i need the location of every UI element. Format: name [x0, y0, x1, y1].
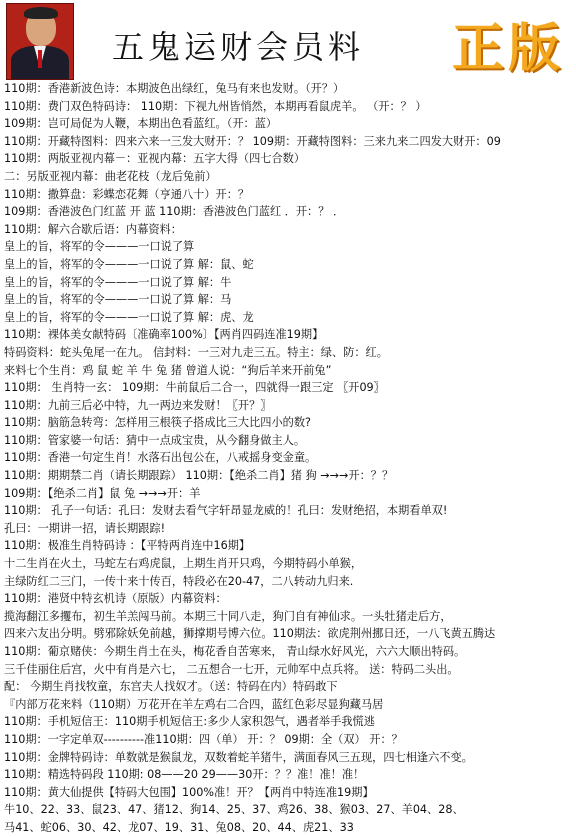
text-line: 110期：解六合歇后语：内幕资料：	[4, 222, 182, 236]
text-line: 皇上的旨，将军的令———一口说了算 解：牛	[4, 275, 232, 289]
text-line: 110期：手机短信王：110期手机短信王:多少人家积怨气，遇者举手我慌逃	[4, 715, 375, 729]
text-line: 来料七个生肖：鸡 鼠 蛇 羊 牛 兔 猪 曾道人说：“狗后羊来开前兔”	[4, 363, 332, 377]
text-line: 孔曰：一期讲一招，请长期跟踪!	[4, 521, 166, 535]
content	[4, 80, 572, 837]
text-line: 110期：黄大仙提供【特码大包围】100%准！开？【两肖中特连准19期】	[4, 785, 374, 799]
text-line: 马41、蛇06、30、42、龙07、19、31、兔08、20、44、虎21、33	[4, 820, 354, 834]
text-line: 110期：葡京赌侠：今期生肖土在头，梅花香自苦寒来， 青山绿水好风光，六六大顺出特码。	[4, 645, 466, 658]
text-line: 110期：香港新波色诗：本期波色出绿红，兔马有来也发财。（开？）	[4, 82, 345, 95]
text-line: 三千佳丽住后宫，火中有肖是六七， 二五想合一七开，元帅军中点兵将。 送：特码二头出。	[4, 662, 459, 676]
text-line: 110期：费门双色特码诗： 110期：下视九州皆悄然，本期再看鼠虎羊。 （开：？ ）	[4, 99, 427, 113]
text-line: 110期：裸体美女献特码〔准确率100%〕【两肖四码连准19期】	[4, 328, 324, 342]
text-line: 110期：香港一句定生肖！水落石出包公在，八戒摇身变金童。	[4, 451, 317, 465]
page-title: 五鬼运财会员料	[112, 28, 365, 66]
text-line: 四来六友出分明。劈邪除妖免前越，狮撑期号博六位。110期法：欲虎荆州挪日还，一八飞黄五腾达	[4, 627, 496, 641]
text-line: 110期：金牌特码诗：单数就是猴鼠龙，双数着蛇羊猪牛，满面春风三五现，四七相逢六不变。	[4, 750, 473, 764]
official-stamp-logo: 正版	[452, 19, 565, 79]
text-line: 110期： 孔子一句话：孔曰：发财去看气字轩昂显龙威的！孔曰：发财绝招，本期看单双!	[4, 504, 448, 518]
text-line: 皇上的旨，将军的令———一口说了算 解：鼠、蛇	[4, 257, 254, 271]
text-line: 110期：极准生肖特码诗 ：【平特两肖连中16期】	[4, 539, 251, 553]
text-line: 109期：岂可局促为人鞭，本期出色看蓝红。（开：蓝）	[4, 117, 278, 131]
text-line: 110期：脑筋急转弯：怎样用三根筷子搭成比三大比四小的数?	[4, 416, 311, 430]
text-line: 二：另版亚视内幕：曲老花枝（龙后兔前）	[4, 169, 217, 183]
text-line: 皇上的旨，将军的令———一口说了算 解：马	[4, 293, 232, 307]
text-line: 110期：九前三后必中特，九一两边来发财！〖开？〗	[4, 398, 272, 412]
text-line: 『内部万花来料（110期）万花开在羊左鸡右二合四，蓝红色彩尽显狗藏马居	[4, 697, 384, 711]
text-line: 特码资料：蛇头兔尾一在九。 信封料：一三对九走三五。特主：绿、防：红。	[4, 345, 388, 359]
portrait-image	[6, 3, 74, 80]
text-line: 皇上的旨，将军的令———一口说了算 解：虎、龙	[4, 310, 254, 324]
text-line: 配： 今期生肖找牧童，东宫夫人找奴才。（送：特码在内）特码敢下	[4, 680, 338, 694]
text-line: 110期：港贤中特玄机诗（原版）内幕资料：	[4, 592, 227, 606]
text-line: 110期：精选特码段 110期: 08——20 29——30开：？？准！准！准！	[4, 768, 365, 782]
text-line: 110期：期期禁二肖（请长期跟踪） 110期：【绝杀二肖】猪 狗 →→→开：？？	[4, 469, 394, 483]
text-line: 110期： 生肖特一玄： 109期：牛前鼠后二合一，四就得一跟三定 〖开09〗	[4, 381, 385, 395]
text-line: 主绿防红二三门，一传十来十传百，特段必在20-47，二八转动九归来.	[4, 574, 354, 588]
text-line: 110期：一字定单双----------准110期：四（单） 开：？ 09期：全（双） 开：？	[4, 732, 403, 746]
text-line: 110期：开藏特图料：四来六来一三发大财开：？ 109期：开藏特图料：三来九来二四发大财开：09	[4, 134, 501, 148]
text-line: 揽海翻江多攫布，初生羊羔闯马前。本期三十同八走，狗门自有神仙求。一头牡猪走后方，	[4, 609, 452, 623]
text-line: 109期：【绝杀二肖】鼠 兔 →→→开：羊	[4, 486, 201, 500]
text-line: 110期：管家婆一句话：猜中一点成宝贵，从今翻身做主人。	[4, 433, 306, 447]
text-line: 牛10、22、33、鼠23、47、猪12、狗14、25、37、鸡26、38、猴03、27、羊04、28、	[4, 803, 464, 817]
text-line: 109期：香港波色门红蓝 开 蓝 110期：香港波色门蓝红 ．开：？ ．	[4, 205, 345, 219]
text-line: 110期：两版亚视内幕－：亚视内幕：五字大得（四七合数）	[4, 152, 306, 166]
text-line: 110期：撒算盘：彩蝶恋花舞（亨通八十）开：？	[4, 187, 250, 201]
text-line: 十二生肖在火土，马蛇左右鸡虎鼠，上期生肖开只鸡，今期特码小单猴，	[4, 557, 363, 571]
text-line: 皇上的旨，将军的令———一口说了算	[4, 240, 195, 254]
header	[0, 0, 576, 84]
